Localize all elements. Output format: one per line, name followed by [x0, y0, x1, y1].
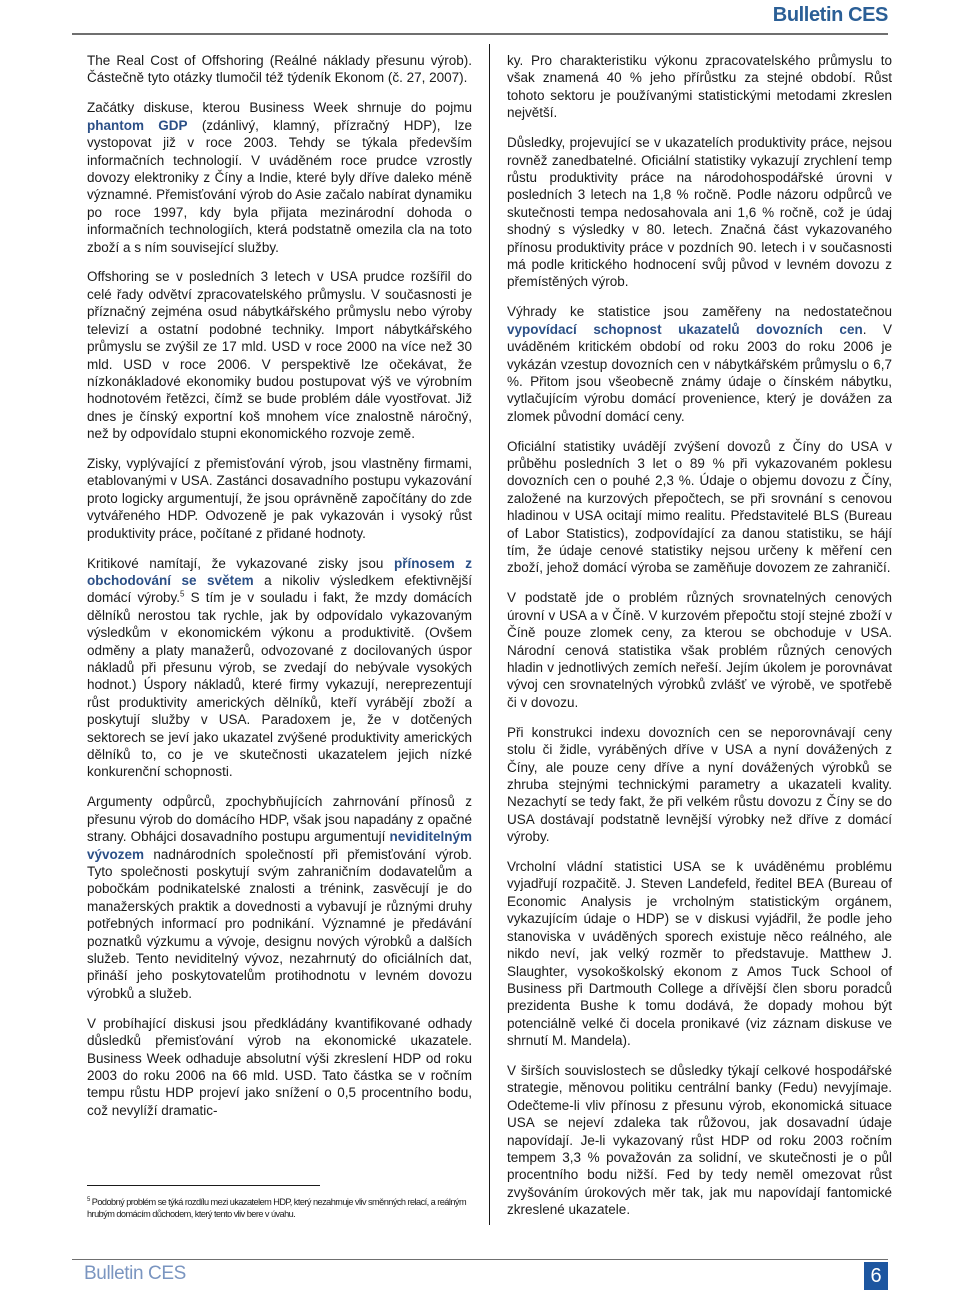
- paragraph: Při konstrukci indexu dovozních cen se neporovnávají ceny stolu či židle, vyráběných dříve v USA a nyní dovážených z Číny, ale pouze ceny dříve a nyní dovážených výrobků se zhruba stejnými technickými parametry a ukazateli kvality. Nezachytí se tedy fakt, že při velkém růstu dovozu z Číny se do USA dostávají podstatně levnější výrobky než dříve z domácí výroby.: [507, 724, 892, 845]
- page-number: 6: [864, 1262, 888, 1290]
- paragraph: V probíhající diskusi jsou předkládány kvantifikované odhady důsledků přemisťování výrob na ekonomické ukazatele. Business Week odhaduje absolutní výši zkreslení HDP od roku 2003 do roku 2006 na 66 mld. USD. Tato částka se v ročním tempu růstu HDP projeví jako snížení o 0,5 procentního bodu, což nevylíží dramatic-: [87, 1015, 472, 1118]
- paragraph: Výhrady ke statistice jsou zaměřeny na nedostatečnou vypovídací schopnost ukazatelů dovozních cen. V uváděném kritickém období od roku 2003 do roku 2006 je vykázán vzestup dovozních cen v nábytkářském průmyslu o 6,7 %. Přitom jsou všeobecně známy údaje o čínském nábytku, vytlačujícím výrobu domácí provenience, který je dovážen za zlomek původní domácí ceny.: [507, 304, 892, 424]
- paragraph: V širších souvislostech se důsledky týkají celkové hospodářské strategie, měnovou politiku centrální banky (Fedu) nevyjímaje. Odečteme-li vliv přínosu z přesunu výrob, ekonomická situace USA se nejeví zdaleka tak růžovou, jak dosavadní údaje napovídají. Je-li vykazovaný růst HDP od roku 2003 ročním tempem 3,3 % považován za solidní, ve skutečnosti je o půl procentního bodu nižší. Fed by tedy neměl omezovat růst zvyšováním úrokových měr tak, jak mu napovídají fantomické zkreslené ukazatele.: [507, 1063, 892, 1218]
- footnote-number: 5: [87, 1196, 90, 1203]
- paragraph: Začátky diskuse, kterou Business Week shrnuje do pojmu phantom GDP (zdánlivý, klamný, přízračný HDP), lze vystopovat již v roce 2003. Tehdy se týkala především informačních technologií. V uváděném roce prudce vzrostly dovozy elektroniky z Číny a Indie, které byly dříve daleko méně významné. Přemisťování výrob do Asie začalo nabírat dynamiku po roce 1997, kdy byla přijata mezinárodní dohoda o informačních technologiích, která podstatně omezila cla na toto zboží a s ním související služby.: [87, 100, 472, 255]
- paragraph: The Real Cost of Offshoring (Reálné náklady přesunu výrob). Částečně tyto otázky tlumočil též týdeník Ekonom (č. 27, 2007).: [87, 53, 472, 86]
- footnote-rule: [87, 1185, 320, 1186]
- footer-rule: [72, 1259, 888, 1260]
- header-rule: [72, 33, 888, 35]
- footer-title: Bulletin CES: [84, 1263, 186, 1284]
- paragraph: Argumenty odpůrců, zpochybňujících zahrnování přínosů z přesunu výrob do domácího HDP, však jsou napadány z opačné strany. Obhájci dosavadního postupu argumentují neviditelným vývozem nadnárodních společností při přemisťování výrob. Tyto společnosti poskytují svým zahraničním dodavatelům a pobočkám podnikatelské znalosti a trénink, zasvěcují je do manažerských praktik a dovednosti a vybavují je různými druhy potřebných informací pro podnikání. Významné je předávání poznatků výzkumu a vývoje, designu nových výrobků a dalších služeb. Tento neviditelný vývoz, nezahrnutý do oficiálních dat, přináší jeho poskytovatelům protihodnotu v levném dovozu výrobků a služeb.: [87, 794, 472, 1001]
- left-column: [87, 52, 472, 1132]
- paragraph: Kritikové namítají, že vykazované zisky jsou přínosem z obchodování se světem a nikoliv výsledkem efektivnější domácí výroby.$^5$ S tím je v souladu i fakt, že mzdy domácích dělníků nerostou tak rychle, jak by odpovídalo vykazovaným výsledkům v ekonomickém výkonu a produktivitě. (Ovšem odměny a platy manažerů, odvozované z docilovaných úspor nákladů při přesunu výrob, se zvedají do nebývale vysokých hodnot.) Úspory nákladů, které firmy vykazují, nereprezentují růst produktivity amerických dělníků, kteří vyrábějí zboží a poskytují služby v USA. Paradoxem je, že v dotčených sektorech se jeví jako ukazatel zvýšené produktivity amerických dělníků to, co je ve skutečnosti ukazatelem jejich nízké konkurenční schopnosti.: [87, 555, 473, 780]
- paragraph: ky. Pro charakteristiku výkonu zpracovatelského průmyslu to však znamená 40 % jeho přírůstku za stejné období. Růst tohoto sektoru je používanými statistickými metodami zkreslen největší.: [507, 53, 892, 121]
- highlight-term: vypovídací schopnost ukazatelů dovozních cen: [507, 321, 863, 337]
- paragraph: V podstatě jde o problém různých srovnatelných cenových úrovní v USA a v Číně. V kurzovém přepočtu stojí stejné zboží v Číně pouze zlomek ceny, za kterou se obchoduje v USA. Národní cenová statistika však problém různých cenových hladin v jednotlivých zemích neřeší. Jejím úkolem je porovnávat vývoj cen srovnatelných výrobků zvlášť ve výrobě, ve spotřebě či v dovozu.: [507, 590, 892, 710]
- column-divider: [489, 44, 490, 1225]
- highlight-term: phantom GDP: [87, 117, 188, 133]
- paragraph: Důsledky, projevující se v ukazatelích produktivity práce, nejsou rovněž zanedbatelné. Oficiální statistiky vykazují zrychlení temp růstu produktivity práce na národohospodářské úrovni v posledních 3 letech na 1,8 % ročně. Podle názoru odpůrců ve skutečnosti tempa nedosahovala ani 1,6 % ročně, což je údaj shodný s výsledky v 80. letech. Značná část vykazovaného přínosu produktivity práce v pozdních 90. letech i v současnosti má podle kritického hodnocení svůj původ v levném dovozu z přemístěných výrob.: [507, 135, 892, 290]
- footnote-ref: 5: [179, 589, 185, 599]
- right-column: [507, 52, 892, 1231]
- header-title: Bulletin CES: [772, 4, 888, 26]
- paragraph: Vrcholní vládní statistici USA se k uváděnému problému vyjadřují rozpačitě. J. Steven Landefeld, ředitel BEA (Bureau of Economic Analysis je vrcholným statistickým orgánem, vykazujícím údaje o HDP) se v diskusi vyjádřil, že podle jeho stanoviska v uváděných sporech existuje něco reálného, ale nikdo neví, jak velký rozměr to představuje. Matthew J. Slaughter, vysokoškolský ekonom z Amos Tuck School of Business při Dartmouth College a dřívější člen sboru poradců prezidenta Bushe k tomu dodává, že dopady mohou být potenciálně velké či docela pronikavé (viz záznam diskuse ve shrnutí M. Mandela).: [507, 859, 892, 1049]
- paragraph: Offshoring se v posledních 3 letech v USA prudce rozšířil do celé řady odvětví zpracovatelského průmyslu. V současnosti je příznačný zejména osud nábytkářského průmyslu nebo výroby televizí a ostatní podobné techniky. Import nábytkářského průmyslu se zvýšil ze 17 mld. USD v roce 2000 na více než 30 mld. USD v roce 2006. V perspektivě lze očekávat, že nízkonákladové ekonomiky budou postupovat výš ve výrobním hodnotovém řetězci, čímž se bude problém dále vyostřovat. Již dnes je čínský exportní koš mnohem více znalostně náročný, než by odpovídalo stupni ekonomického rozvoje země.: [87, 269, 472, 442]
- highlight-term: neviditelným vývozem: [87, 829, 472, 862]
- paragraph: Zisky, vyplývající z přemisťování výrob, jsou vlastněny firmami, etablovanými v USA. Zastánci dosavadního postupu vykazování proto logicky argumentují, že jsou oprávněně započítány do zde vytvářeného HDP. Odvozeně je pak vykazován i vysoký růst produktivity práce, počítané z přidané hodnoty.: [87, 456, 472, 541]
- footnote: $^5$ Podobný problém se týká rozdílu mezi ukazatelem HDP, který nezahrnuje vliv směnných relací, a reálným hrubým domácím důchodem, který tento vliv bere v úvahu.: [87, 1196, 467, 1219]
- paragraph: Oficiální statistiky uvádějí zvýšení dovozů z Číny do USA v průběhu posledních 3 let o 89 % při vykazovaném poklesu dovozních cen o pouhé 2,3 %. Údaje o objemu dovozu z Číny, založené na kurzových přepočtech, se při srovnání s cenovou hladinou v USA ocitají mimo realitu. Představitelé BLS (Bureau of Labor Statistics), zodpovídající za danou statistiku, se hájí tím, že údaje cenové statistiky nejsou určeny k měření cen zboží, jehož domácí výroba se zaměňuje dovozem ze zahraničí.: [507, 438, 892, 576]
- highlight-term: přínosem z obchodování se světem: [87, 555, 473, 588]
